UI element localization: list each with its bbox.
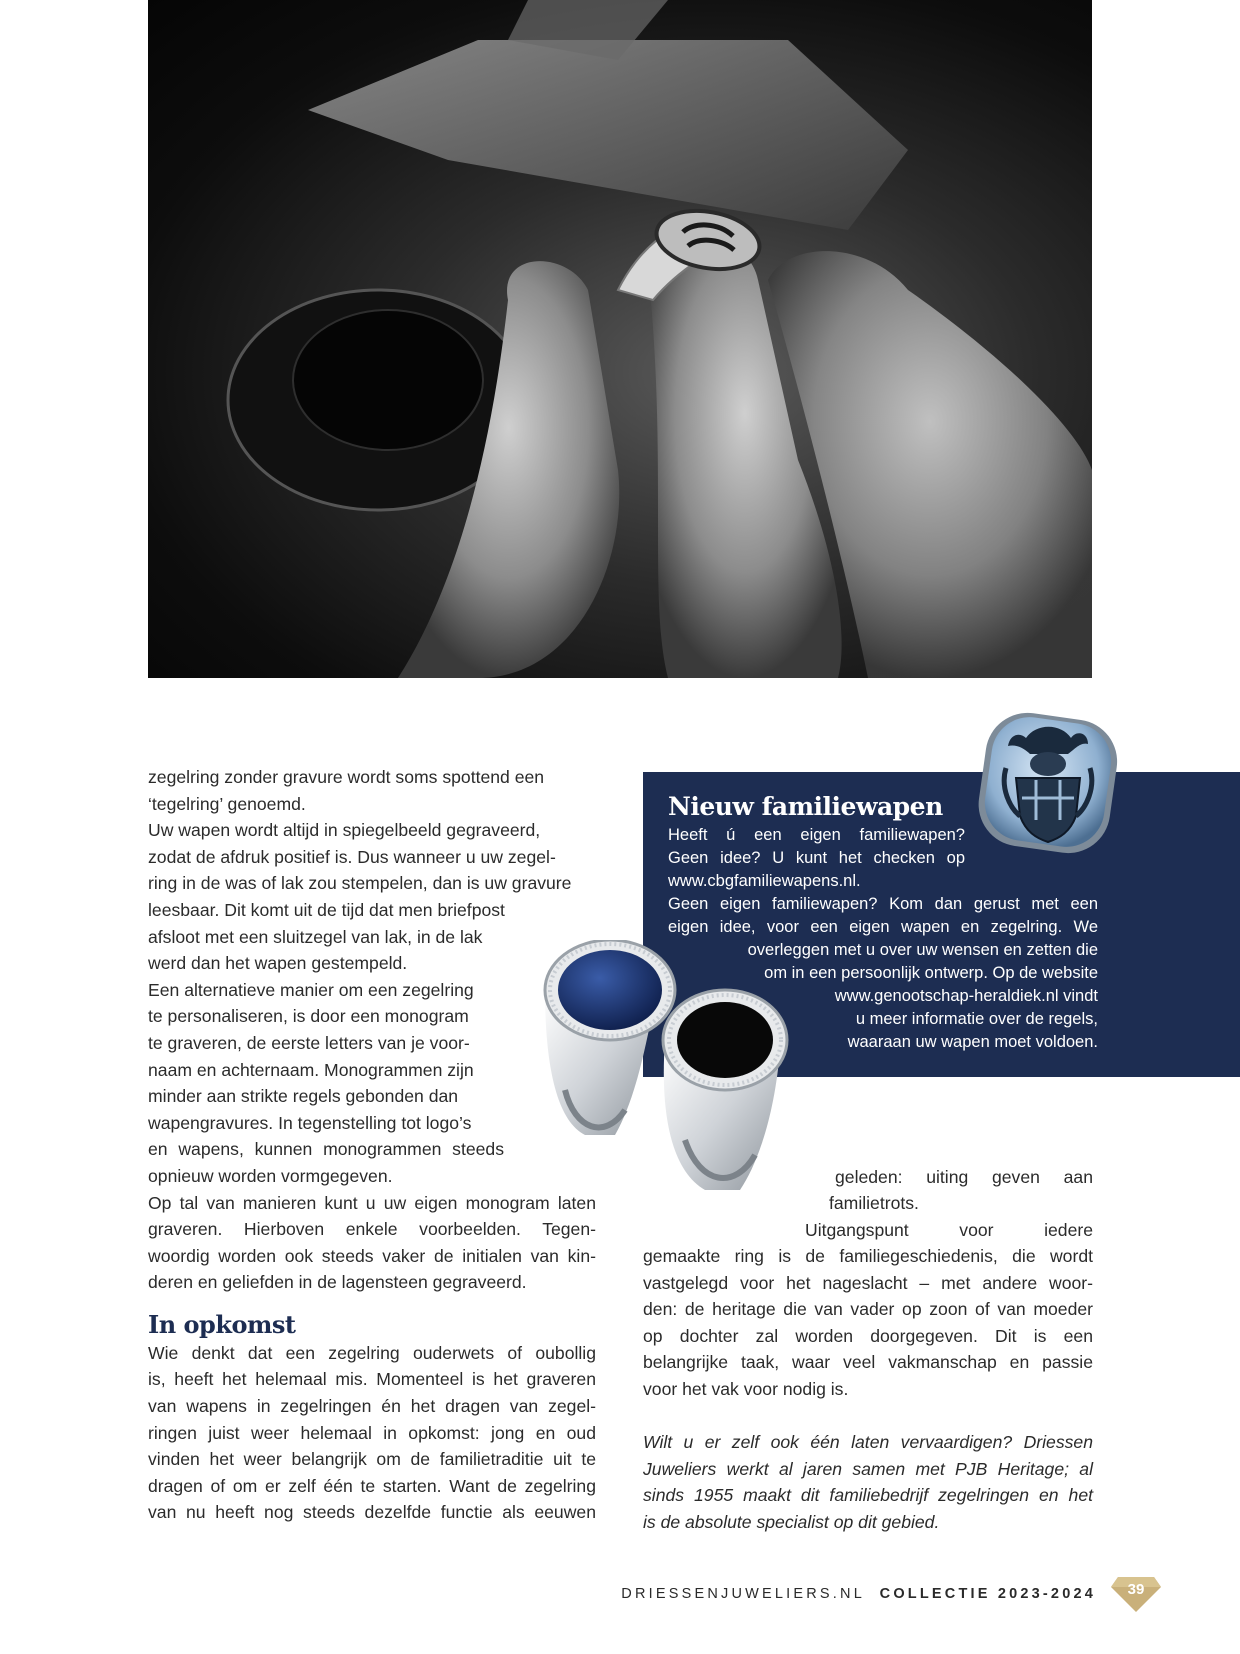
rings-image (535, 940, 805, 1200)
text-line: u meer informatie over de regels, (855, 1010, 1098, 1028)
text-line: Uitgangspunt voor iedere (805, 1220, 1093, 1240)
text-line: Wilt u er zelf ook één laten vervaardigen? Driessen (643, 1432, 1093, 1452)
sidebar-text-a (668, 824, 965, 893)
text-line: is, heeft het helemaal mis. Momenteel is het graveren (148, 1369, 596, 1390)
text-line: leesbaar. Dit komt uit de tijd dat men briefpost (148, 899, 505, 920)
text-line: overleggen met u over uw wensen en zetten die (747, 941, 1098, 959)
mirror-paragraph (148, 817, 596, 977)
left-column (148, 764, 596, 1526)
text-line: den: de heritage die van vader op zoon of van moeder (643, 1299, 1093, 1320)
page-footer (600, 1582, 1096, 1606)
text-line: familietrots. (829, 1193, 919, 1213)
crest-signet-image (976, 708, 1120, 856)
text-line: om in een persoonlijk ontwerp. Op de website (764, 964, 1098, 982)
text-line: voor het vak voor nodig is. (643, 1378, 849, 1399)
footer-site: DRIESSENJUWELIERS.NL (621, 1586, 865, 1602)
text-line: wapengravures. In tegenstelling tot logo’s (148, 1112, 472, 1133)
text-line: ring in de was of lak zou stempelen, dan is uw gravure (148, 873, 572, 894)
text-line: te graveren, de eerste letters van je voor- (148, 1032, 470, 1053)
text-line: zodat de afdruk positief is. Dus wanneer u uw zegel- (148, 846, 556, 867)
text-line: van nu heeft nog steeds dezelfde functie als eeuwen (148, 1502, 596, 1523)
page-number-badge (1110, 1575, 1162, 1613)
text-line: ‘tegelring’ genoemd. (148, 793, 306, 814)
text-line: geleden: uiting geven aan (835, 1167, 1093, 1187)
closing-italic-paragraph (643, 1429, 1093, 1535)
right-column-cont-c (805, 1217, 1093, 1244)
text-line: werd dan het wapen gestempeld. (148, 953, 408, 974)
footer-collection: COLLECTIE 2023-2024 (879, 1586, 1096, 1602)
text-line: waaraan uw wapen moet voldoen. (847, 1033, 1098, 1051)
text-line: zegelring zonder gravure wordt soms spottend een (148, 767, 545, 787)
monogram-paragraph (148, 977, 504, 1190)
text-line: Een alternatieve manier om een zegelring (148, 979, 474, 1000)
text-line: Juweliers werkt al jaren samen met PJB Heritage; al (643, 1458, 1093, 1479)
text-line: afsloot met een sluitzegel van lak, in de lak (148, 926, 483, 947)
opkomst-paragraph (148, 1340, 596, 1526)
text-line: belangrijke taak, waar veel vakmanschap en passie (643, 1352, 1093, 1373)
sidebar-text-b (668, 893, 1098, 939)
text-line: www.genootschap-heraldiek.nl vindt (834, 987, 1098, 1005)
crest-icon (976, 708, 1120, 856)
engraving-illustration (148, 0, 1092, 678)
text-line: vinden het weer belangrijk om de familietraditie uit te (148, 1449, 596, 1470)
text-line: vastgelegd voor het nageslacht – met andere woor- (643, 1272, 1093, 1293)
sidebar-title: Nieuw familiewapen (668, 792, 943, 821)
right-column-cont-b (829, 1190, 1093, 1217)
text-line: woordig worden ook steeds vaker de initialen van kin- (148, 1245, 596, 1266)
right-column-paragraph (643, 1243, 1093, 1403)
text-line: Geen eigen familiewapen? Kom dan gerust met een (668, 895, 1098, 913)
text-line: Op tal van manieren kunt u uw eigen monogram laten (148, 1192, 596, 1213)
text-line: van wapens in zegelringen én het dragen van zegel- (148, 1396, 596, 1417)
text-line: Heeft ú een eigen familiewapen? (668, 826, 965, 844)
text-line: sinds 1955 maakt dit familiebedrijf zegelringen en het (643, 1485, 1093, 1506)
section-heading: In opkomst (148, 1309, 296, 1339)
text-line: op dochter zal worden doorgegeven. Dit is een (643, 1325, 1093, 1346)
text-line: minder aan strikte regels gebonden dan (148, 1086, 459, 1107)
text-line: Uw wapen wordt altijd in spiegelbeeld gegraveerd, (148, 820, 541, 841)
examples-paragraph (148, 1190, 596, 1296)
page-number: 39 (1127, 1581, 1145, 1598)
signet-rings-icon (535, 940, 805, 1200)
hero-photo (148, 0, 1092, 678)
text-line: deren en geliefden in de lagensteen gegraveerd. (148, 1272, 527, 1293)
right-column-cont-a (835, 1164, 1093, 1191)
text-line: ringen juist weer helemaal in opkomst: jong en oud (148, 1422, 596, 1443)
text-line: Wie denkt dat een zegelring ouderwets of oubollig (148, 1342, 596, 1363)
text-line: te personaliseren, is door een monogram (148, 1006, 469, 1027)
text-line: naam en achternaam. Monogrammen zijn (148, 1059, 474, 1080)
text-line: gemaakte ring is de familiegeschiedenis, die wordt (643, 1246, 1093, 1266)
text-line: en wapens, kunnen monogrammen steeds (148, 1139, 504, 1160)
text-line: graveren. Hierboven enkele voorbeelden. Tegen- (148, 1219, 596, 1240)
text-line: is de absolute specialist op dit gebied. (643, 1511, 940, 1532)
text-line: Geen idee? U kunt het checken op (668, 849, 965, 867)
text-line: www.cbgfamiliewapens.nl. (668, 872, 861, 890)
intro-paragraph (148, 764, 596, 817)
text-line: eigen idee, voor een eigen wapen en zegelring. We (668, 918, 1098, 936)
text-line: dragen of om er zelf één te starten. Want de zegelring (148, 1475, 596, 1496)
text-line: opnieuw worden vormgegeven. (148, 1165, 393, 1186)
